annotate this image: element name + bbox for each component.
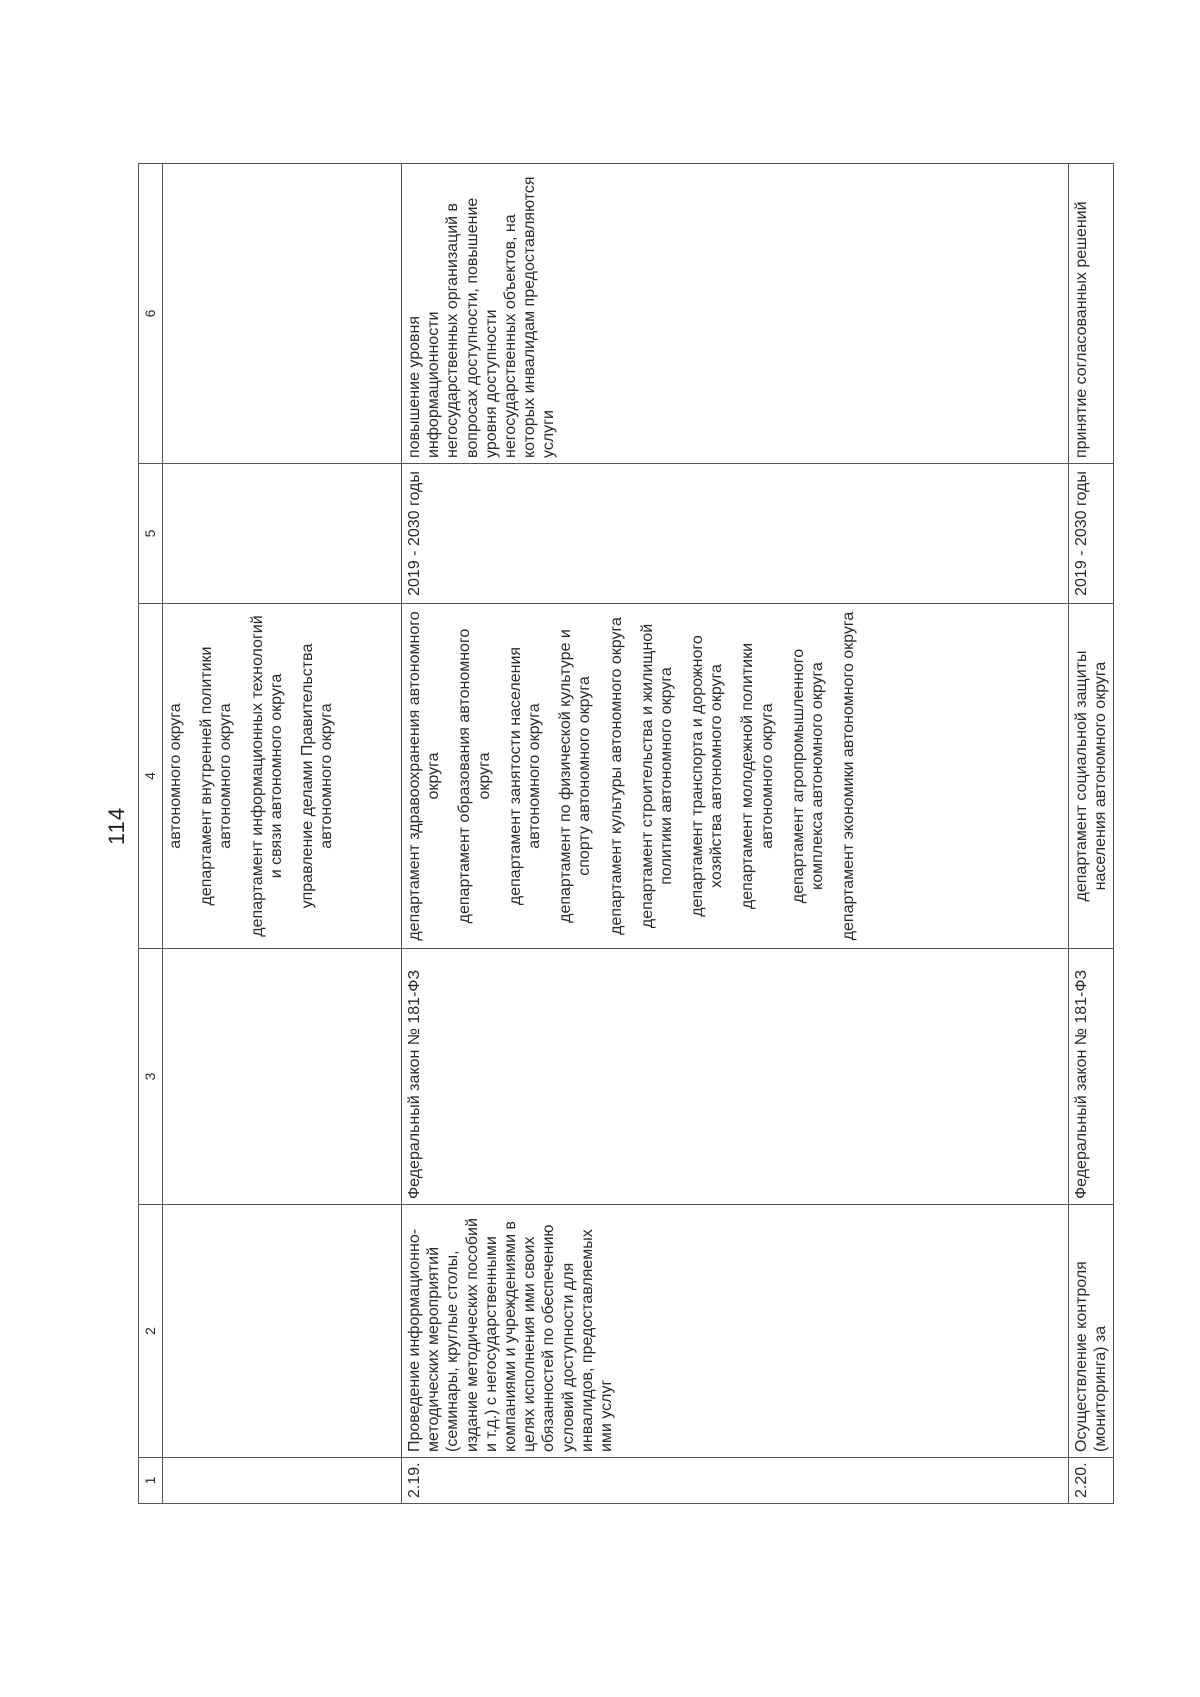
executor: департамент молодежной политики автономного округа bbox=[739, 642, 776, 910]
executors-cell bbox=[402, 604, 1069, 949]
executor: департамент социальной защиты населения автономного округа bbox=[1073, 650, 1110, 902]
executor: управление делами Правительства автономного округа bbox=[298, 643, 336, 909]
column-number: 6 bbox=[139, 164, 163, 464]
table-row-2-19 bbox=[402, 164, 1069, 1504]
executor: департамент здравоохранения автономного округа bbox=[406, 611, 443, 941]
column-number: 4 bbox=[139, 604, 163, 949]
executor: департамент образования автономного округа bbox=[456, 628, 493, 924]
basis-text: Федеральный закон № 181-ФЗ bbox=[402, 949, 1069, 1205]
column-number: 5 bbox=[139, 464, 163, 604]
result-text: повышение уровня информационности негосударственных организаций в вопросах доступности, повышение уровня доступности негосударственных объектов, на которых инвалидам предоставляются услуги bbox=[402, 164, 1069, 464]
measures-table bbox=[138, 164, 1126, 1504]
table-row-2-20 bbox=[1069, 164, 1114, 1504]
activity-text: Осуществление контроля (мониторинга) за bbox=[1069, 1205, 1114, 1458]
activity-cell bbox=[163, 1205, 402, 1458]
executors-cell bbox=[1069, 604, 1114, 949]
result-cell bbox=[163, 164, 402, 464]
activity-text: Проведение информационно-методических мероприятий (семинары, круглые столы, издание методических пособий и т.д.) с негосударственными компаниями и учреждениями в целях исполнения ими своих обязанностей по обеспечению условий доступности для инвалидов, предоставляемых ими услуг bbox=[402, 1205, 1069, 1458]
executor: департамент занятости населения автономного округа bbox=[506, 646, 543, 906]
table-row-continuation bbox=[163, 164, 402, 1504]
column-number: 3 bbox=[139, 949, 163, 1205]
executor: департамент транспорта и дорожного хозяйства автономного округа bbox=[689, 635, 726, 917]
executor: автономного округа bbox=[167, 703, 184, 849]
executor: департамент информационных технологий и связи автономного округа bbox=[248, 615, 285, 937]
row-number: 2.20. bbox=[1069, 1458, 1114, 1504]
row-number: 2.19. bbox=[402, 1458, 1069, 1504]
period-cell bbox=[163, 464, 402, 604]
executor: департамент экономики автономного округа bbox=[840, 611, 858, 941]
executor: департамент по физической культуре и спорту автономного округа bbox=[557, 629, 594, 923]
result-text: принятие согласованных решений bbox=[1069, 164, 1114, 464]
page-number: 114 bbox=[104, 806, 129, 845]
executor: департамент внутренней политики автономного округа bbox=[198, 646, 235, 906]
executor: департамент культуры автономного округа bbox=[607, 617, 625, 935]
period-text: 2019 - 2030 годы bbox=[1069, 464, 1114, 604]
row-number-cell bbox=[163, 1458, 402, 1504]
executor: департамент строительства и жилищной политики автономного округа bbox=[638, 623, 675, 929]
period-text: 2019 - 2030 годы bbox=[402, 464, 1069, 604]
column-number-row bbox=[139, 164, 163, 1504]
basis-cell bbox=[163, 949, 402, 1205]
executors-cell bbox=[163, 604, 402, 949]
basis-text: Федеральный закон № 181-ФЗ bbox=[1069, 949, 1114, 1205]
measures-table-grid bbox=[138, 163, 1114, 1504]
column-number: 1 bbox=[139, 1458, 163, 1504]
column-number: 2 bbox=[139, 1205, 163, 1458]
executor: департамент агропромышленного комплекса автономного округа bbox=[789, 648, 826, 904]
